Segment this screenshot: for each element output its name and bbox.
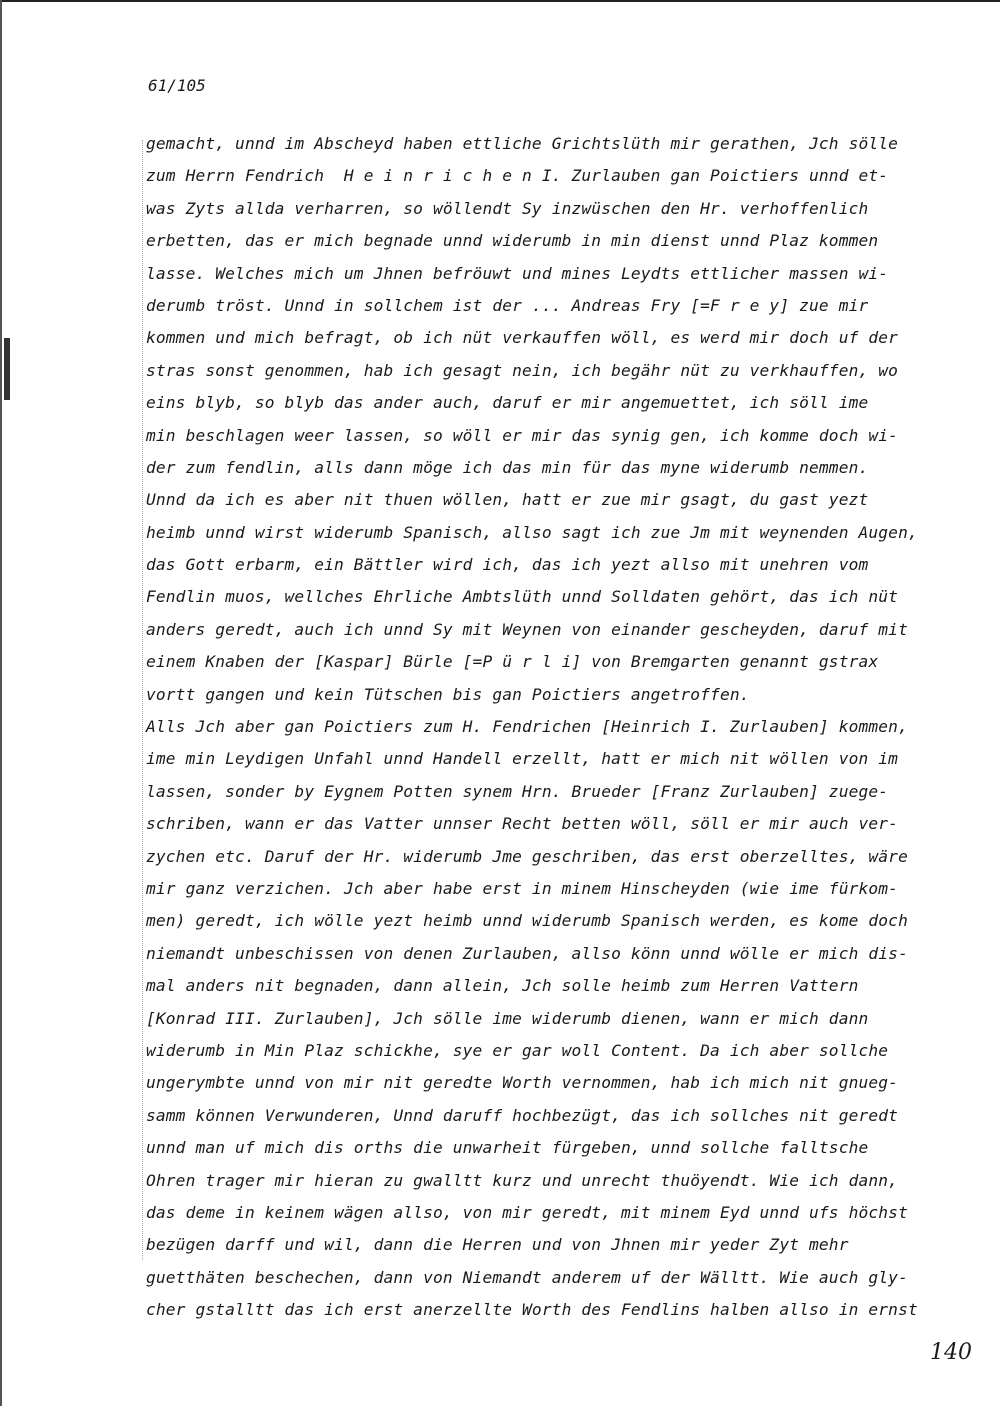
folio-number: 140: [930, 1340, 972, 1365]
text-line: eins blyb, so blyb das ander auch, daruf er mir angemuettet, ich söll ime: [146, 393, 869, 413]
text-line: stras sonst genommen, hab ich gesagt nein, ich begähr nüt zu verkhauffen, wo: [146, 360, 899, 380]
text-line: derumb tröst. Unnd in sollchem ist der ... Andreas Fry [=F r e y] zue mir: [146, 295, 869, 315]
text-line: Fendlin muos, wellches Ehrliche Ambtslüth unnd Solldaten gehört, das ich nüt: [146, 587, 899, 607]
text-line: bezügen darff und wil, dann die Herren und von Jhnen mir yeder Zyt mehr: [146, 1235, 849, 1255]
text-line: kommen und mich befragt, ob ich nüt verkauffen wöll, es werd mir doch uf der: [146, 328, 899, 348]
text-line: ungerymbte unnd von mir nit geredte Worth vernommen, hab ich mich nit gnueg-: [146, 1073, 899, 1093]
text-line: guetthäten beschechen, dann von Niemandt anderem uf der Wälltt. Wie auch gly-: [146, 1267, 908, 1287]
text-line: schriben, wann er das Vatter unnser Recht betten wöll, söll er mir auch ver-: [146, 814, 899, 834]
text-line: das Gott erbarm, ein Bättler wird ich, das ich yezt allso mit unehren vom: [146, 555, 869, 575]
text-line: heimb unnd wirst widerumb Spanisch, allso sagt ich zue Jm mit weynenden Augen,: [146, 522, 918, 542]
page-edge-top: [0, 0, 1000, 2]
text-line: ime min Leydigen Unfahl unnd Handell erzellt, hatt er mich nit wöllen von im: [146, 749, 899, 769]
text-line: Alls Jch aber gan Poictiers zum H. Fendrichen [Heinrich I. Zurlauben] kommen,: [146, 717, 908, 737]
text-line: niemandt unbeschissen von denen Zurlauben, allso könn unnd wölle er mich dis-: [146, 943, 908, 963]
text-line: Unnd da ich es aber nit thuen wöllen, hatt er zue mir gsagt, du gast yezt: [146, 490, 869, 510]
text-line: anders geredt, auch ich unnd Sy mit Weynen von einander gescheyden, daruf mit: [146, 619, 908, 639]
page-number: 61/105: [148, 76, 206, 95]
text-line: lassen, sonder by Eygnem Potten synem Hrn. Brueder [Franz Zurlauben] zuege-: [146, 781, 889, 801]
text-line: vortt gangen und kein Tütschen bis gan Poictiers angetroffen.: [146, 684, 750, 704]
page-edge-left: [0, 0, 2, 1406]
text-line: mir ganz verzichen. Jch aber habe erst in minem Hinscheyden (wie ime fürkom-: [146, 878, 899, 898]
margin-mark: [4, 338, 10, 400]
text-line: lasse. Welches mich um Jhnen befröuwt und mines Leydts ettlicher massen wi-: [146, 263, 889, 283]
text-line: gemacht, unnd im Abscheyd haben ettliche Grichtslüth mir gerathen, Jch sölle: [146, 134, 899, 153]
text-line: men) geredt, ich wölle yezt heimb unnd widerumb Spanisch werden, es kome doch: [146, 911, 908, 931]
text-line: was Zyts allda verharren, so wöllendt Sy inzwüschen den Hr. verhoffenlich: [146, 198, 869, 218]
text-line: der zum fendlin, alls dann möge ich das min für das myne widerumb nemmen.: [146, 457, 869, 477]
text-line: unnd man uf mich dis orths die unwarheit fürgeben, unnd sollche falltsche: [146, 1138, 869, 1158]
text-line: samm können Verwunderen, Unnd daruff hochbezügt, das ich sollches nit geredt: [146, 1105, 899, 1125]
document-body: [146, 128, 946, 1326]
text-line: einem Knaben der [Kaspar] Bürle [=P ü r l i] von Bremgarten genannt gstrax: [146, 652, 879, 672]
text-line: Ohren trager mir hieran zu gwalltt kurz und unrecht thuöyendt. Wie ich dann,: [146, 1170, 899, 1190]
text-line: das deme in keinem wägen allso, von mir geredt, mit minem Eyd unnd ufs höchst: [146, 1202, 908, 1222]
margin-guide: [142, 140, 144, 1260]
text-line: zum Herrn Fendrich H e i n r i c h e n I. Zurlauben gan Poictiers unnd et-: [146, 166, 889, 186]
text-line: widerumb in Min Plaz schickhe, sye er gar woll Content. Da ich aber sollche: [146, 1040, 889, 1060]
text-line: zychen etc. Daruf der Hr. widerumb Jme geschriben, das erst oberzelltes, wäre: [146, 846, 908, 866]
text-line: [Konrad III. Zurlauben], Jch sölle ime widerumb dienen, wann er mich dann: [146, 1008, 869, 1028]
text-line: erbetten, das er mich begnade unnd widerumb in min dienst unnd Plaz kommen: [146, 231, 879, 251]
text-line: min beschlagen weer lassen, so wöll er mir das synig gen, ich komme doch wi-: [146, 425, 899, 445]
text-line: mal anders nit begnaden, dann allein, Jch solle heimb zum Herren Vattern: [146, 976, 859, 996]
text-line: cher gstalltt das ich erst anerzellte Worth des Fendlins halben allso in ernst: [146, 1300, 918, 1320]
